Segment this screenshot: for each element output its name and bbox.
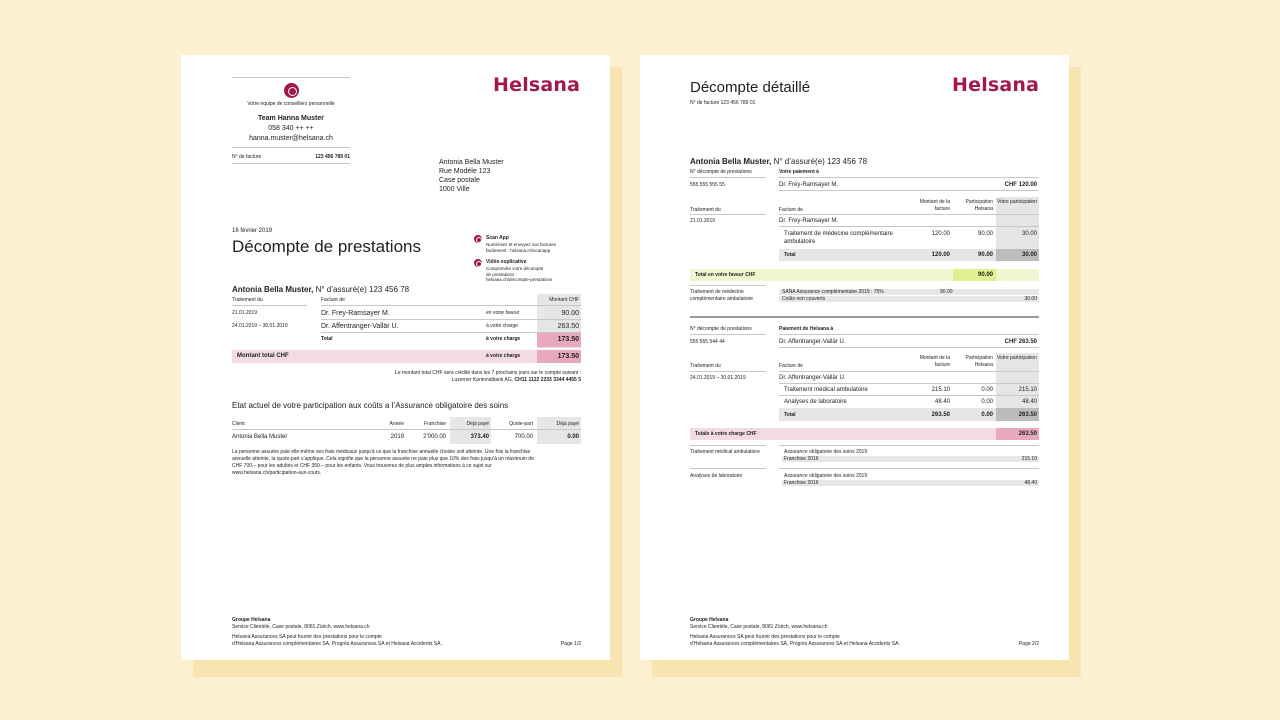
- footer-group: Groupe Helsana: [232, 617, 271, 623]
- row-date: 21.01.2019: [690, 218, 716, 224]
- footer-legal: Helsana Assurances SA peut fournir des prestations pour le compte: [690, 634, 840, 640]
- divider: [779, 395, 1039, 396]
- item-label: Analyses de laboratoire: [784, 399, 847, 405]
- info-line: helsana.ch/decompte-prestations: [486, 277, 553, 282]
- document-page-2: [640, 55, 1069, 660]
- divider: [690, 177, 766, 178]
- address-line: Antonia Bella Muster: [439, 159, 504, 166]
- payee: Dr. Frey-Ramsayer M.: [779, 182, 839, 188]
- divider: [779, 226, 1039, 227]
- divider: [232, 147, 350, 148]
- participation-title: Etat actuel de votre participation aux coûts a l’Assurance obligatoire des soins: [232, 401, 509, 410]
- document-page-1: [181, 55, 610, 660]
- item-helsana: 90.00: [977, 231, 993, 237]
- insured-number: N° d’assuré(e) 123 456 78: [315, 285, 410, 294]
- helsana-logo: Helsana: [952, 74, 1040, 96]
- invoice-number: 123 456 789 01: [315, 154, 350, 160]
- detail-line: Coûts non couverts: [782, 296, 826, 302]
- detail-line: Franchise 2019: [784, 456, 819, 462]
- document-date: 16 février 2019: [232, 228, 273, 234]
- row-provider: Dr. Frey-Ramsayer M.: [779, 218, 839, 224]
- participation-text: [232, 449, 534, 477]
- cell-franchise: 2'000.00: [423, 434, 446, 440]
- info-line: de prestations :: [486, 271, 517, 277]
- credit-summary-amount: 90.00: [977, 272, 993, 278]
- credit-account: [301, 377, 581, 384]
- item-amount: 48.40: [934, 399, 950, 405]
- total-yours: 30.00: [1021, 252, 1037, 258]
- col-header-yours: Votre participation: [996, 199, 1037, 205]
- total-note: à votre charge: [486, 336, 521, 342]
- ref-label: N° décompte de prestations: [690, 326, 752, 332]
- total-helsana: 90.00: [977, 252, 993, 258]
- item-label: Traitement de médecine complémentaire ambulatoire: [784, 231, 893, 245]
- pay-label: Votre paiement à: [779, 169, 819, 175]
- row-date: 21.01.2019: [232, 310, 258, 316]
- insured-name: Antonia Bella Muster,: [232, 285, 314, 294]
- row-note: en votre faveur: [486, 310, 520, 316]
- total-amount: 120.00: [931, 252, 950, 258]
- col-header-invoice-amount: Montant de la facture: [919, 355, 950, 368]
- address-line: 1000 Ville: [439, 186, 470, 193]
- row-amount: 90.00: [561, 310, 579, 317]
- ref-label: N° décompte de prestations: [690, 169, 752, 175]
- divider: [690, 285, 766, 286]
- col-client: Client: [232, 421, 245, 427]
- scan-app-title: Scan App: [486, 235, 509, 241]
- charge-summary-label: Totale à votre charge CHF: [695, 431, 757, 437]
- divider: [690, 468, 766, 469]
- row-provider: Dr. Affentranger-Vallär U.: [321, 323, 399, 330]
- grand-total-label: Montant total CHF: [237, 353, 289, 359]
- divider: [321, 319, 581, 320]
- col-header-yours: Votre participation: [996, 355, 1037, 361]
- address-line: Case postale: [439, 177, 480, 184]
- total-label: Total: [784, 412, 796, 418]
- detail-amount: 215.10: [1021, 456, 1037, 462]
- video-title: Vidéo explicative: [486, 259, 527, 265]
- headset-icon: [284, 83, 299, 98]
- invoice-label: N° de facture: [232, 154, 262, 160]
- footer-legal: d’Helsana Assurances complémentaires SA, Progrès Assurances SA et Helsana Accidents SA.: [232, 641, 442, 647]
- credit-note: Le montant total CHF sera crédité dans les 7 prochains jours sur le compte suivant :: [395, 370, 581, 376]
- col-paid-2: Déjà payé: [556, 421, 579, 427]
- divider: [690, 334, 766, 335]
- cell-year: 2019: [390, 434, 404, 440]
- total-yours: 263.50: [1018, 412, 1037, 418]
- detail-right: 30.00: [1024, 296, 1037, 302]
- detail-category: Analyses de laboratoire: [690, 473, 743, 479]
- total-label: Total: [784, 252, 796, 258]
- detail-insurance: Assurance obligatoire des soins 2019: [784, 449, 868, 455]
- col-header-provider: Facture de: [321, 297, 345, 303]
- charge-summary-amount: 263.50: [1018, 431, 1037, 437]
- advisor-caption: Votre équipe de conseillers personnelle: [247, 101, 335, 107]
- footer-group: Groupe Helsana: [690, 617, 729, 623]
- video-text[interactable]: [486, 266, 552, 283]
- cell-paid: 373.40: [470, 434, 489, 440]
- footer-legal: d’Helsana Assurances complémentaires SA, Progrès Assurances SA et Helsana Accidents SA.: [690, 641, 900, 647]
- col-franchise: Franchise: [424, 421, 446, 427]
- text-line: annuelle atteinte, la quote-part s’applique. Cela signifie que la personne assurée ne paie plus que 10% des frais jusqu’à un maximum de: [232, 456, 534, 462]
- col-header-amount: Montant CHF: [549, 297, 579, 303]
- insured-name: Antonia Bella Muster,: [690, 157, 772, 166]
- cell-quote: 700.00: [514, 434, 533, 440]
- advisor-phone[interactable]: 058 340 ++ ++: [268, 125, 314, 132]
- invoice-number: N° de facture 123 456 789 01: [690, 100, 756, 106]
- text-line: CHF 700.– pour les adultes et CHF 350.– pour les enfants. Vous trouverez de plus amples informations à ce sujet sur: [232, 463, 492, 469]
- insured-heading: [232, 285, 409, 294]
- divider: [690, 445, 766, 446]
- row-date: 24.01.2019 – 30.01.2019: [690, 375, 746, 381]
- total-amount: 263.50: [931, 412, 950, 418]
- helsana-logo: Helsana: [493, 74, 581, 96]
- divider: [690, 214, 766, 215]
- item-amount: 120.00: [931, 231, 950, 237]
- page-number: Page 1/2: [560, 641, 581, 647]
- divider: [321, 305, 581, 306]
- detail-category: Traitement médical ambulatoire: [690, 449, 760, 455]
- col-header-helsana: Participation Helsana: [965, 199, 993, 212]
- page-number: Page 2/2: [1018, 641, 1039, 647]
- col-header-provider: Facture de: [779, 207, 803, 213]
- address-line: Rue Modèle 123: [439, 168, 491, 175]
- divider: [690, 371, 766, 372]
- info-line: Comprendre votre décompte: [486, 266, 544, 271]
- item-amount: 215.10: [931, 387, 950, 393]
- pay-amount: CHF 120.00: [1004, 182, 1037, 188]
- col-header-helsana: Participation Helsana: [965, 355, 993, 368]
- detail-line: Franchise 2019: [784, 480, 819, 486]
- col-year: Année: [389, 421, 404, 427]
- divider: [779, 468, 1039, 469]
- item-helsana: 0.00: [981, 387, 993, 393]
- col-header-invoice-amount: Montant de la facture: [919, 199, 950, 212]
- section-divider: [690, 316, 1039, 318]
- col-quote: Quote-part: [509, 421, 533, 427]
- iban: CH11 1122 2233 3344 4455 5: [514, 377, 581, 383]
- detail-insurance: Assurance obligatoire des soins 2019: [784, 473, 868, 479]
- col-header-provider: Facture de: [779, 363, 803, 369]
- col-header-date: Traitement du: [690, 207, 721, 213]
- footer-service: Service Clientèle, Case postale, 8081 Zürich, www.helsana.ch: [690, 624, 828, 630]
- divider: [232, 77, 350, 78]
- cell-paid-2: 0.00: [567, 434, 579, 440]
- grand-total-amount: 173.50: [557, 353, 579, 360]
- scan-app-icon: [474, 235, 482, 243]
- advisor-team: Team Hanna Muster: [258, 115, 324, 122]
- divider: [232, 163, 350, 164]
- footer-service: Service Clientèle, Case postale, 8081 Zürich, www.helsana.ch: [232, 624, 370, 630]
- total-amount: 173.50: [557, 336, 579, 343]
- divider: [779, 371, 1039, 372]
- pay-label: Paiement de Helsana à: [779, 326, 834, 332]
- row-note: à votre charge: [486, 323, 518, 329]
- payee: Dr. Affentranger-Vallär U.: [779, 339, 846, 345]
- cell-client: Antonia Bella Muster: [232, 434, 288, 440]
- divider: [779, 347, 1039, 348]
- divider: [232, 429, 581, 430]
- video-icon: [474, 259, 482, 267]
- divider: [232, 305, 307, 306]
- row-provider: Dr. Frey-Ramsayer M.: [321, 310, 390, 317]
- divider: [779, 190, 1039, 191]
- ref-number: 555 555 544 44: [690, 339, 725, 345]
- advisor-email[interactable]: hanna.muster@helsana.ch: [249, 135, 333, 142]
- pay-amount: CHF 263.50: [1004, 339, 1037, 345]
- item-label: Traitement médical ambulatoire: [784, 387, 868, 393]
- detail-amount: 48.40: [1024, 480, 1037, 486]
- scan-app-text[interactable]: [486, 242, 556, 253]
- detail-line: SANA Assurance complémentaire 2019 : 75%: [782, 289, 884, 295]
- item-helsana: 0.00: [981, 399, 993, 405]
- item-yours: 215.10: [1018, 387, 1037, 393]
- text-line: La personne assurée paie elle-même ses frais médicaux jusqu’à ce que la franchise annuelle choisie soit atteinte. Une fois la franchise: [232, 449, 531, 455]
- row-provider: Dr. Affentranger-Vallär U.: [779, 375, 846, 381]
- divider: [779, 383, 1039, 384]
- bank-name: Luzerner Kantonalbank AG,: [451, 377, 514, 383]
- divider: [779, 334, 1039, 335]
- divider: [779, 177, 1039, 178]
- divider: [779, 445, 1039, 446]
- col-paid: Déjà payé: [466, 421, 489, 427]
- row-amount: 263.50: [557, 323, 579, 330]
- divider: [779, 214, 1039, 215]
- text-line[interactable]: www.helsana.ch/participation-aux-couts.: [232, 470, 322, 476]
- footer-legal: Helsana Assurances SA peut fournir des prestations pour le compte: [232, 634, 382, 640]
- item-yours: 30.00: [1021, 231, 1037, 237]
- info-line: facilement : helsana.ch/scanapp: [486, 247, 551, 253]
- page-title: Décompte de prestations: [232, 237, 421, 256]
- row-date: 24.01.2019 – 30.01.2019: [232, 323, 288, 329]
- col-header-date: Traitement du: [690, 363, 721, 369]
- total-helsana: 0.00: [981, 412, 993, 418]
- credit-summary-label: Total en votre faveur CHF: [695, 272, 756, 278]
- total-label: Total: [321, 336, 333, 342]
- ref-number: 555 555 555 55: [690, 182, 725, 188]
- detail-mid: 90.00: [940, 289, 953, 295]
- insured-heading: [690, 157, 867, 166]
- item-yours: 48.40: [1021, 399, 1037, 405]
- col-header-date: Traitement du: [232, 297, 263, 303]
- grand-total-note: à votre charge: [486, 353, 521, 359]
- page-title: Décompte détaillé: [690, 79, 811, 96]
- insured-number: N° d’assuré(e) 123 456 78: [773, 157, 868, 166]
- recipient-address: [439, 158, 504, 194]
- info-line: Numérisez et envoyez vos factures: [486, 242, 557, 247]
- detail-category: Traitement de médecine complémentaire ambulatoire: [690, 289, 754, 302]
